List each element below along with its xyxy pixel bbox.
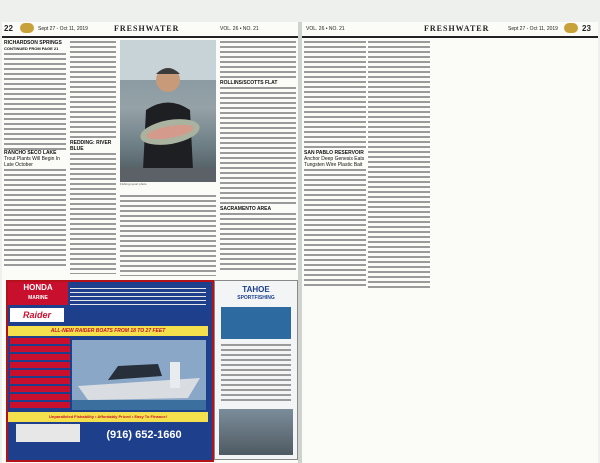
photo-caption: Fishing report photo xyxy=(120,182,216,190)
tahoe-ad-sub: SPORTFISHING xyxy=(237,295,275,301)
honda-marine-label: MARINE xyxy=(28,295,48,301)
heading: REDDING: RIVER BLUE xyxy=(70,140,112,152)
raider-boats-ad xyxy=(6,280,214,462)
ad-phone: (916) 652-1660 xyxy=(106,429,182,441)
heading: RANCHO SECO LAKE xyxy=(4,150,57,156)
subheading: Anchor Deep Genesis Eats Tungsten Wire Plastic Bait xyxy=(304,156,365,168)
page-number: 22 xyxy=(4,24,13,33)
left-page-header xyxy=(2,22,298,38)
heading: SAN PABLO RESERVOIR xyxy=(304,150,364,156)
issue-date: Sept 27 - Oct 11, 2019 xyxy=(508,26,558,32)
section-title: FRESHWATER xyxy=(114,24,180,33)
fish-logo-icon xyxy=(20,23,34,33)
article-column-3a xyxy=(120,194,216,276)
heading: SACRAMENTO AREA xyxy=(220,206,272,212)
raider-logo: Raider xyxy=(10,308,64,322)
ad-banner: ALL-NEW RAIDER BOATS FROM 18 TO 27 FEET xyxy=(8,326,208,336)
ad-tagline: Unparalleled Fishability • Affordably Priced • Easy To Finance! xyxy=(8,412,208,422)
heading: RICHARDSON SPRINGS xyxy=(4,40,62,46)
angler-photo xyxy=(120,40,216,190)
left-page xyxy=(2,22,298,463)
heading: ROLLINS/SCOTTS FLAT xyxy=(220,80,278,86)
fish-logo-icon xyxy=(564,23,578,33)
article-column-1 xyxy=(304,40,366,288)
subheading: Trout Plants Will Begin In Late October xyxy=(4,156,60,168)
article-column-4 xyxy=(220,40,296,276)
issue-date: Sept 27 - Oct 11, 2019 xyxy=(38,26,88,32)
section-title: FRESHWATER xyxy=(424,24,490,33)
article-column-1 xyxy=(4,40,66,276)
right-page-header xyxy=(302,22,598,38)
subheading: CONTINUED FROM PAGE 21 xyxy=(4,46,59,51)
tahoe-ad-title: TAHOE xyxy=(242,285,270,294)
boat-image xyxy=(72,340,206,410)
page-number: 23 xyxy=(582,24,591,33)
tahoe-sportfishing-ad xyxy=(214,280,298,460)
article-column-2 xyxy=(70,40,116,276)
article-column-2 xyxy=(368,40,430,288)
volume-label: VOL. 26 • NO. 21 xyxy=(306,26,345,32)
honda-brand: HONDA xyxy=(23,283,53,292)
volume-label: VOL. 26 • NO. 21 xyxy=(220,26,259,32)
right-page xyxy=(302,22,598,463)
